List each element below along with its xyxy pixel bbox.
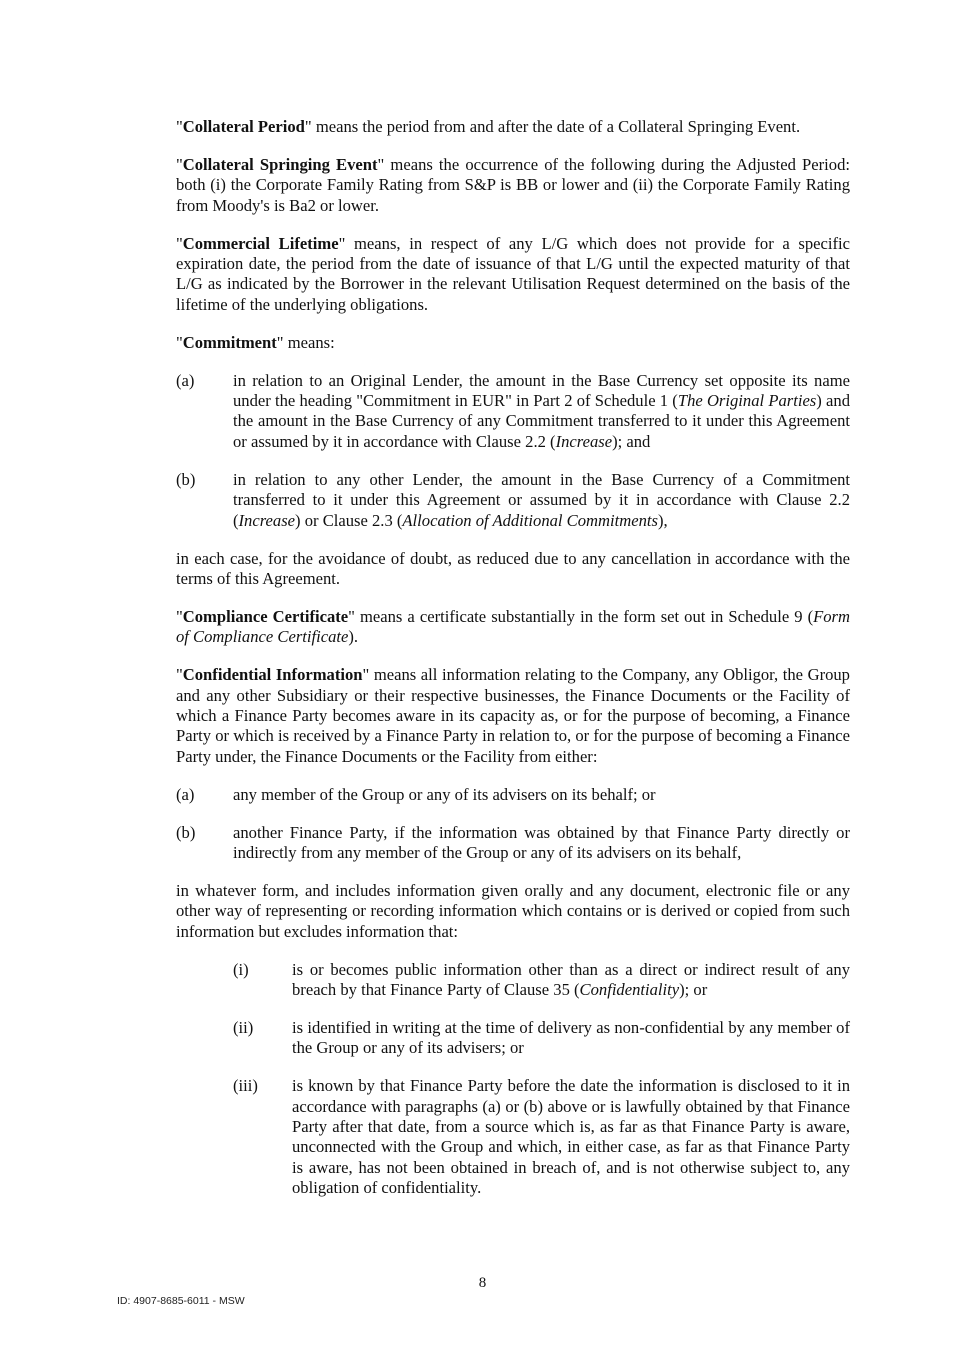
term-collateral-springing-event: Collateral Springing Event xyxy=(182,154,378,174)
confidential-exclusion-i: (i) is or becomes public information other than as a direct or indirect result of any breach by that Finance Party of Clause 35 (Confidentiality); or xyxy=(233,959,850,999)
definition-compliance-certificate: "Compliance Certificate" means a certificate substantially in the form set out in Schedule 9 (Form of Compliance Certificate). xyxy=(176,606,850,647)
document-body xyxy=(176,117,850,1216)
term-commercial-lifetime: Commercial Lifetime xyxy=(182,233,339,253)
document-id: ID: 4907-8685-6011 - MSW xyxy=(117,1295,245,1307)
list-label: (b) xyxy=(176,469,196,489)
confidential-tail: in whatever form, and includes information given orally and any document, electronic file or any other way of representing or recording information which contains or is derived or copied from such information but excludes information that: xyxy=(176,880,850,941)
confidential-paragraph-b: (b) another Finance Party, if the information was obtained by that Finance Party directly or indirectly from any member of the Group or any of its advisers on its behalf, xyxy=(176,822,850,862)
list-label: (a) xyxy=(176,370,195,390)
list-label: (b) xyxy=(176,822,196,842)
list-label: (a) xyxy=(176,784,195,804)
definition-collateral-period: "Collateral Period" means the period from and after the date of a Collateral Springing Event. xyxy=(176,117,801,136)
confidential-paragraph-a: (a) any member of the Group or any of its advisers on its behalf; or xyxy=(176,784,656,804)
term-confidential-information: Confidential Information xyxy=(182,665,363,685)
list-label: (i) xyxy=(233,959,249,979)
list-label: (ii) xyxy=(233,1017,254,1037)
confidential-exclusion-iii: (iii) is known by that Finance Party before the date the information is disclosed to it in accordance with paragraphs (a) or (b) above or is lawfully obtained by that Finance Party after that date, from a source which is, as far as that Finance Party is aware, unconnected with the Group and which, in either case, as far as that Finance Party is aware, has not been obtained in breach of, and is not otherwise subject to, any obligation of confidentiality. xyxy=(233,1076,850,1198)
page-number: 8 xyxy=(478,1275,487,1291)
confidential-exclusion-ii: (ii) is identified in writing at the time of delivery as non-confidential by any member of the Group or any of its advisers; or xyxy=(233,1017,850,1058)
list-label: (iii) xyxy=(233,1076,258,1096)
term-commitment: Commitment xyxy=(182,332,277,352)
commitment-paragraph-a: (a) in relation to an Original Lender, the amount in the Base Currency set opposite its name under the heading "Commitment in EUR" in Part 2 of Schedule 1 (The Original Parties) and the amount in the Base Currency of any Commitment transferred to it under this Agreement or assumed by it in accordance with Clause 2.2 (Increase); and xyxy=(176,370,850,451)
definition-collateral-springing-event: "Collateral Springing Event" means the occurrence of the following during the Adjusted Period: both (i) the Corporate Family Rating from S&P is BB or lower and (ii) the Corporate Family Rating from Moody's is Ba2 or lower. xyxy=(176,154,850,215)
commitment-tail: in each case, for the avoidance of doubt, as reduced due to any cancellation in accordance with the terms of this Agreement. xyxy=(176,548,850,588)
commitment-paragraph-b: (b) in relation to any other Lender, the amount in the Base Currency of a Commitment transferred to it under this Agreement or assumed by it in accordance with Clause 2.2 (Increase) or Clause 2.3 (Allocation of Additional Commitments), xyxy=(176,469,850,530)
term-collateral-period: Collateral Period xyxy=(182,117,305,136)
term-compliance-certificate: Compliance Certificate xyxy=(182,606,349,626)
definition-confidential-information: "Confidential Information" means all information relating to the Company, any Obligor, the Group and any other Subsidiary or their respective businesses, the Finance Documents or the Facility of which a Finance Party becomes aware in its capacity as, or for the purpose of becoming, a Finance Party or which is received by a Finance Party in relation to, or for the purpose of becoming a Finance Party under, the Finance Documents or the Facility from either: xyxy=(176,665,850,766)
definition-commitment: "Commitment" means: xyxy=(176,332,335,352)
definition-commercial-lifetime: "Commercial Lifetime" means, in respect of any L/G which does not provide for a specific expiration date, the period from the date of issuance of that L/G until the expected maturity of that L/G as indicated by the Borrower in the relevant Utilisation Request determined on the basis of the lifetime of the underlying obligations. xyxy=(176,233,851,314)
